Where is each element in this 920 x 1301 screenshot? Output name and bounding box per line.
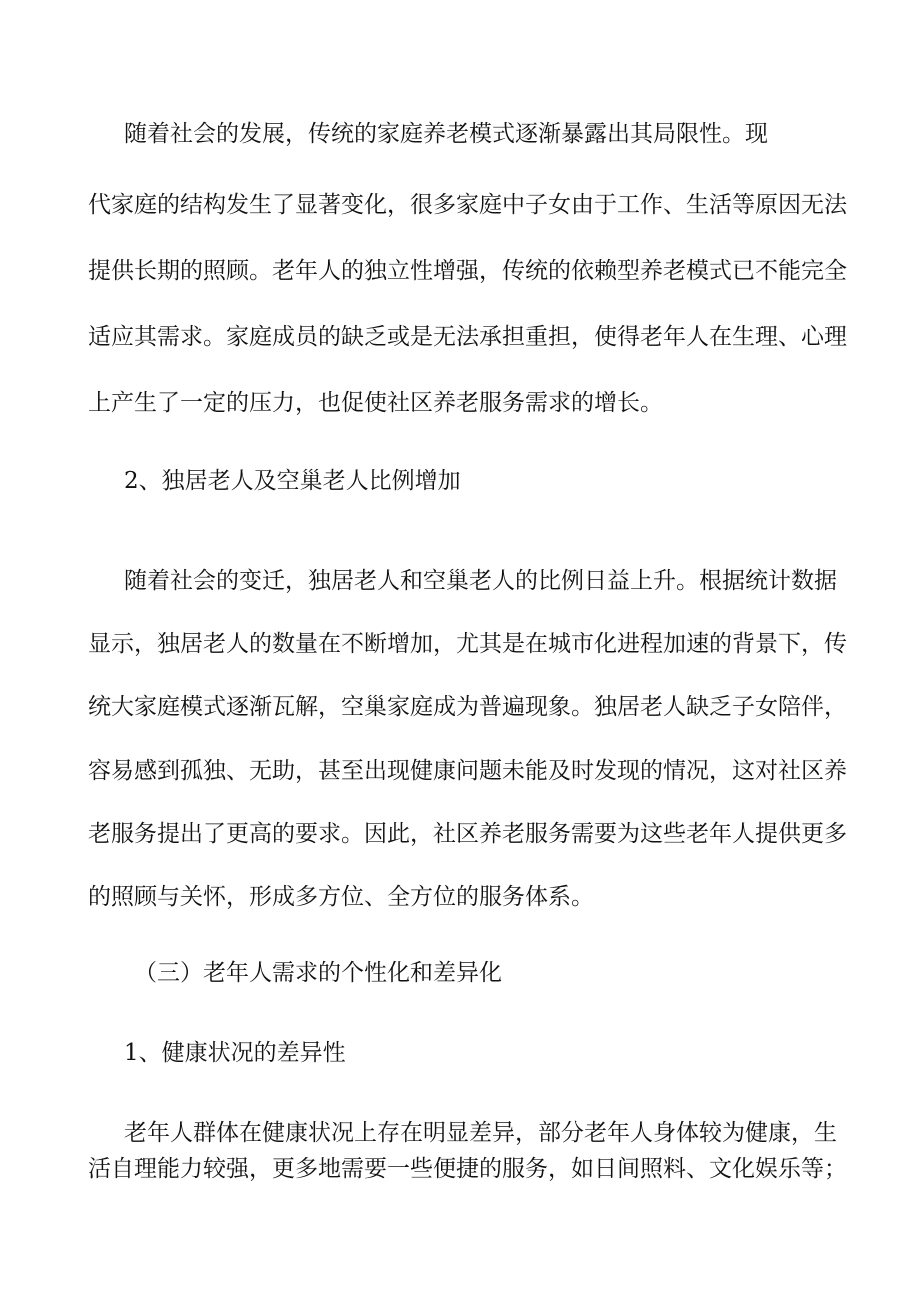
section-heading: （三）老年人需求的个性化和差异化: [134, 960, 502, 986]
paragraph-line: 适应其需求。家庭成员的缺乏或是无法承担重担，使得老年人在生理、心理: [88, 324, 847, 350]
subsection-heading: 2、独居老人及空巢老人比例增加: [124, 468, 461, 494]
paragraph-line: 容易感到孤独、无助，甚至出现健康问题未能及时发现的情况，这对社区养: [88, 758, 847, 784]
paragraph-line: 随着社会的发展，传统的家庭养老模式逐渐暴露出其局限性。现: [124, 121, 768, 147]
paragraph-line: 统大家庭模式逐渐瓦解，空巢家庭成为普遍现象。独居老人缺乏子女陪伴，: [88, 694, 847, 720]
subsection-heading: 1、健康状况的差异性: [124, 1040, 346, 1066]
paragraph-line: 老年人群体在健康状况上存在明显差异，部分老年人身体较为健康，生: [124, 1120, 837, 1146]
paragraph-line: 上产生了一定的压力，也促使社区养老服务需求的增长。: [88, 390, 663, 416]
paragraph-line: 提供长期的照顾。老年人的独立性增强，传统的依赖型养老模式已不能完全: [88, 258, 847, 284]
paragraph-line: 随着社会的变迁，独居老人和空巢老人的比例日益上升。根据统计数据: [124, 568, 837, 594]
paragraph-line: 显示，独居老人的数量在不断增加，尤其是在城市化进程加速的背景下，传: [88, 631, 847, 657]
paragraph-line: 代家庭的结构发生了显著变化，很多家庭中子女由于工作、生活等原因无法: [88, 192, 847, 218]
paragraph-line: 老服务提出了更高的要求。因此，社区养老服务需要为这些老年人提供更多: [88, 821, 847, 847]
paragraph-line: 活自理能力较强，更多地需要一些便捷的服务，如日间照料、文化娱乐等；: [88, 1156, 847, 1182]
paragraph-line: 的照顾与关怀，形成多方位、全方位的服务体系。: [88, 884, 594, 910]
